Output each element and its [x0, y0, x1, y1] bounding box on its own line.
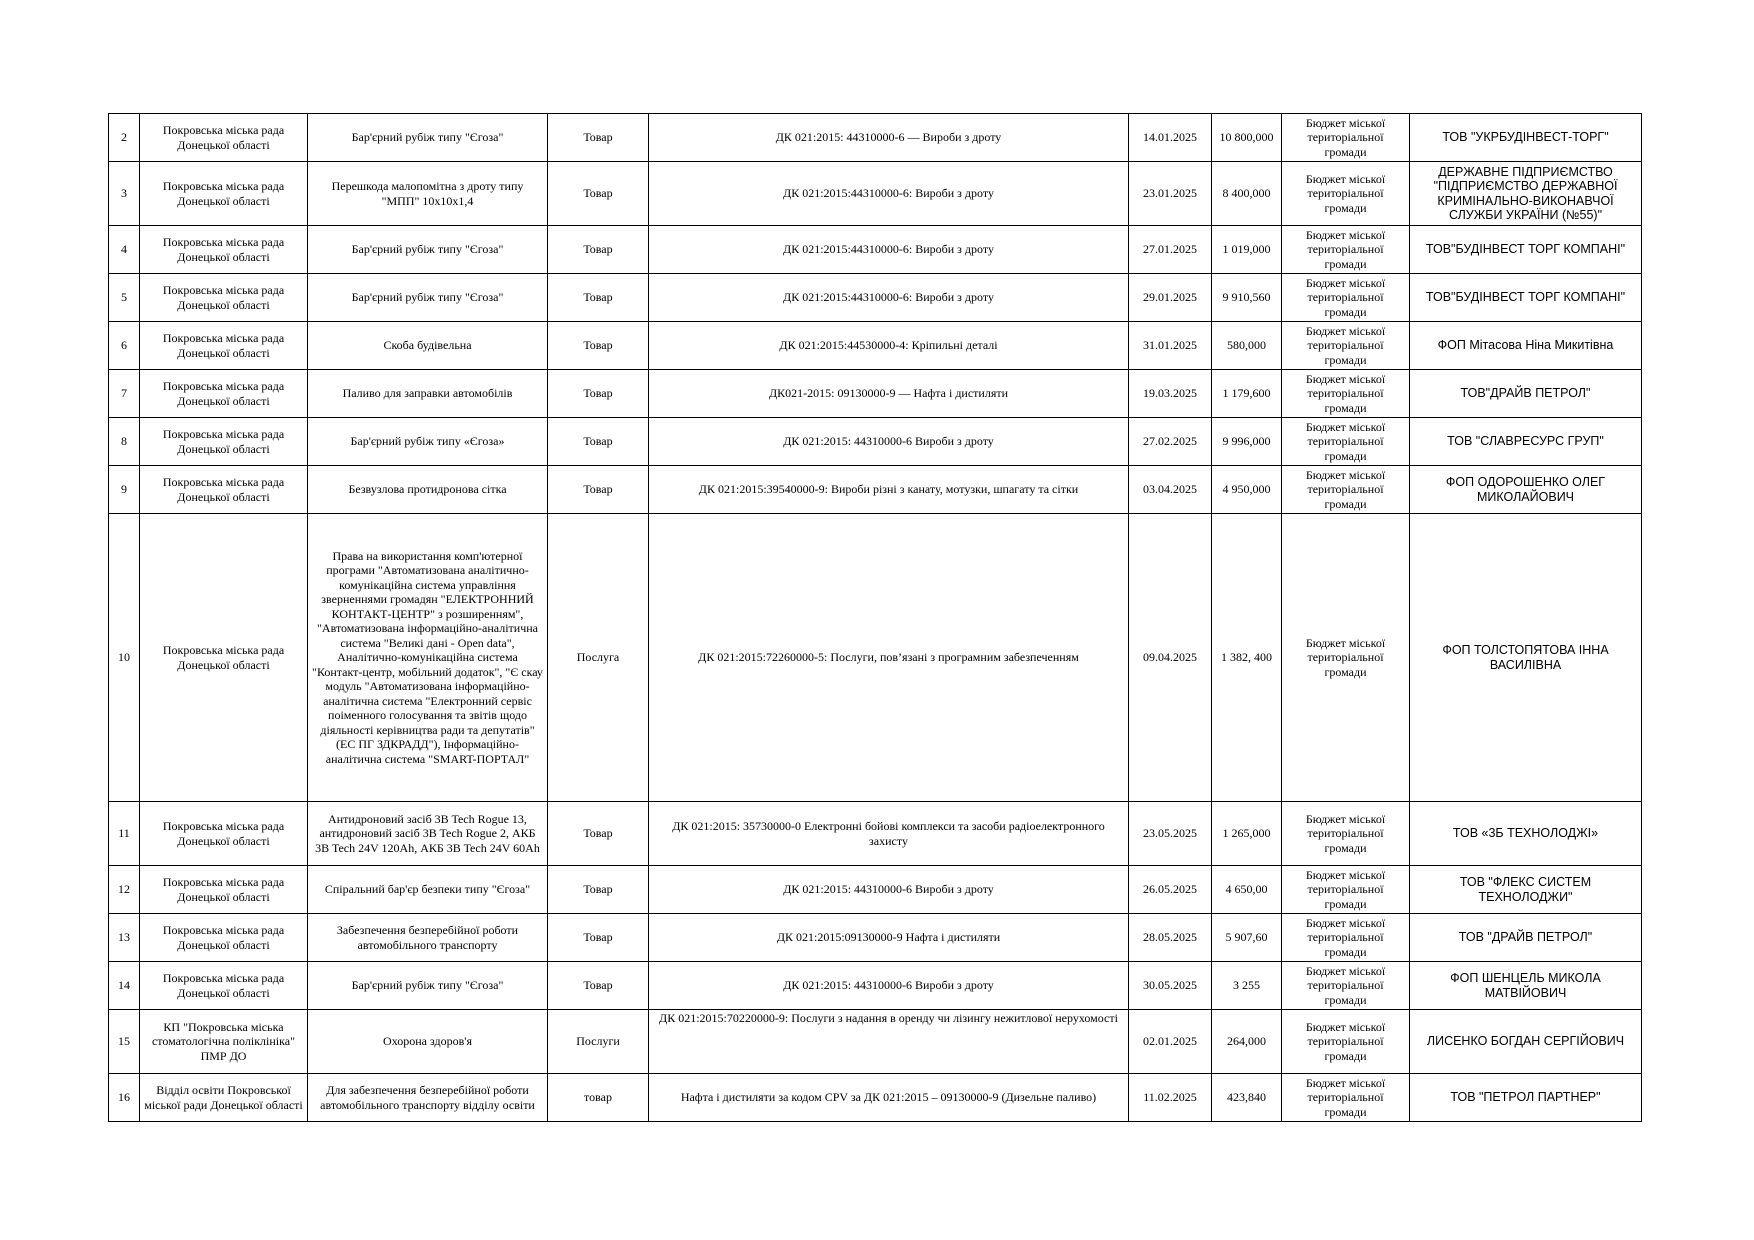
date-cell: 31.01.2025: [1129, 322, 1212, 370]
customer-cell: Покровська міська рада Донецької області: [140, 866, 308, 914]
table-row: [109, 514, 1642, 802]
type-cell: Послуги: [548, 1010, 649, 1074]
classifier-code-cell: ДК 021:2015: 44310000-6 Вироби з дроту: [649, 962, 1129, 1010]
type-cell: Товар: [548, 418, 649, 466]
date-cell: 28.05.2025: [1129, 914, 1212, 962]
customer-cell: Покровська міська рада Донецької області: [140, 802, 308, 866]
funding-source-cell: Бюджет міської територіальної громади: [1282, 370, 1410, 418]
amount-cell: 423,840: [1212, 1074, 1282, 1122]
row-number-cell: 13: [109, 914, 140, 962]
subject-cell: Забезпечення безперебійної роботи автомобільного транспорту: [308, 914, 548, 962]
date-cell: 27.02.2025: [1129, 418, 1212, 466]
customer-cell: КП "Покровська міська стоматологічна поліклініка" ПМР ДО: [140, 1010, 308, 1074]
amount-cell: 3 255: [1212, 962, 1282, 1010]
date-cell: 27.01.2025: [1129, 226, 1212, 274]
subject-cell: Бар'єрний рубіж типу «Єгоза»: [308, 418, 548, 466]
type-cell: Товар: [548, 370, 649, 418]
type-cell: товар: [548, 1074, 649, 1122]
table-row: [109, 466, 1642, 514]
subject-cell: Бар'єрний рубіж типу "Єгоза": [308, 962, 548, 1010]
classifier-code-cell: ДК 021:2015:09130000-9 Нафта і дистиляти: [649, 914, 1129, 962]
subject-cell: Спіральний бар'єр безпеки типу "Єгоза": [308, 866, 548, 914]
funding-source-cell: Бюджет міської територіальної громади: [1282, 466, 1410, 514]
table-row: [109, 114, 1642, 162]
customer-cell: Покровська міська рада Донецької області: [140, 322, 308, 370]
table-row: [109, 866, 1642, 914]
amount-cell: 4 650,00: [1212, 866, 1282, 914]
funding-source-cell: Бюджет міської територіальної громади: [1282, 322, 1410, 370]
customer-cell: Відділ освіти Покровської міської ради Донецької області: [140, 1074, 308, 1122]
classifier-code-cell: ДК 021:2015: 44310000-6 Вироби з дроту: [649, 418, 1129, 466]
row-number-cell: 12: [109, 866, 140, 914]
classifier-code-cell: ДК021-2015: 09130000-9 — Нафта і дистиляти: [649, 370, 1129, 418]
customer-cell: Покровська міська рада Донецької області: [140, 370, 308, 418]
date-cell: 29.01.2025: [1129, 274, 1212, 322]
amount-cell: 1 382, 400: [1212, 514, 1282, 802]
date-cell: 30.05.2025: [1129, 962, 1212, 1010]
supplier-cell: ТОВ "ФЛЕКС СИСТЕМ ТЕХНОЛОДЖИ": [1410, 866, 1642, 914]
row-number-cell: 6: [109, 322, 140, 370]
subject-cell: Паливо для заправки автомобілів: [308, 370, 548, 418]
supplier-cell: ФОП ТОЛСТОПЯТОВА ІННА ВАСИЛІВНА: [1410, 514, 1642, 802]
classifier-code-cell: Нафта і дистиляти за кодом CPV за ДК 021:2015 – 09130000-9 (Дизельне паливо): [649, 1074, 1129, 1122]
subject-cell: Безвузлова протидронова сітка: [308, 466, 548, 514]
row-number-cell: 3: [109, 162, 140, 226]
customer-cell: Покровська міська рада Донецької області: [140, 226, 308, 274]
row-number-cell: 5: [109, 274, 140, 322]
classifier-code-cell: ДК 021:2015:70220000-9: Послуги з надання в оренду чи лізингу нежитлової нерухомості: [649, 1010, 1129, 1074]
classifier-code-cell: ДК 021:2015:72260000-5: Послуги, пов’язані з програмним забезпеченням: [649, 514, 1129, 802]
type-cell: Товар: [548, 802, 649, 866]
row-number-cell: 7: [109, 370, 140, 418]
type-cell: Товар: [548, 866, 649, 914]
subject-cell: Охорона здоров'я: [308, 1010, 548, 1074]
date-cell: 09.04.2025: [1129, 514, 1212, 802]
amount-cell: 10 800,000: [1212, 114, 1282, 162]
amount-cell: 4 950,000: [1212, 466, 1282, 514]
funding-source-cell: Бюджет міської територіальної громади: [1282, 162, 1410, 226]
table-row: [109, 162, 1642, 226]
customer-cell: Покровська міська рада Донецької області: [140, 962, 308, 1010]
table-row: [109, 274, 1642, 322]
row-number-cell: 2: [109, 114, 140, 162]
row-number-cell: 4: [109, 226, 140, 274]
supplier-cell: ТОВ"БУДІНВЕСТ ТОРГ КОМПАНІ": [1410, 226, 1642, 274]
subject-cell: Антидроновий засіб 3B Tech Rogue 13, антидроновий засіб 3B Tech Rogue 2, АКБ 3B Tech 24V 120Ah, АКБ 3B Tech 24V 60Ah: [308, 802, 548, 866]
funding-source-cell: Бюджет міської територіальної громади: [1282, 1074, 1410, 1122]
type-cell: Товар: [548, 466, 649, 514]
classifier-code-cell: ДК 021:2015: 44310000-6 — Вироби з дроту: [649, 114, 1129, 162]
amount-cell: 1 265,000: [1212, 802, 1282, 866]
table-body: [109, 114, 1642, 1122]
customer-cell: Покровська міська рада Донецької області: [140, 466, 308, 514]
table-row: [109, 1010, 1642, 1074]
table-row: [109, 418, 1642, 466]
subject-cell: Перешкода малопомітна з дроту типу "МПП" 10х10х1,4: [308, 162, 548, 226]
classifier-code-cell: ДК 021:2015:44310000-6: Вироби з дроту: [649, 274, 1129, 322]
amount-cell: 9 996,000: [1212, 418, 1282, 466]
supplier-cell: ДЕРЖАВНЕ ПІДПРИЄМСТВО "ПІДПРИЄМСТВО ДЕРЖАВНОЇ КРИМІНАЛЬНО-ВИКОНАВЧОЇ СЛУЖБИ УКРАЇНИ (№55)": [1410, 162, 1642, 226]
type-cell: Товар: [548, 114, 649, 162]
row-number-cell: 11: [109, 802, 140, 866]
amount-cell: 264,000: [1212, 1010, 1282, 1074]
type-cell: Послуга: [548, 514, 649, 802]
funding-source-cell: Бюджет міської територіальної громади: [1282, 274, 1410, 322]
table-row: [109, 802, 1642, 866]
procurement-table: [108, 113, 1642, 1122]
type-cell: Товар: [548, 226, 649, 274]
customer-cell: Покровська міська рада Донецької області: [140, 274, 308, 322]
table-row: [109, 226, 1642, 274]
customer-cell: Покровська міська рада Донецької області: [140, 914, 308, 962]
amount-cell: 8 400,000: [1212, 162, 1282, 226]
customer-cell: Покровська міська рада Донецької області: [140, 514, 308, 802]
row-number-cell: 10: [109, 514, 140, 802]
supplier-cell: ЛИСЕНКО БОГДАН СЕРГІЙОВИЧ: [1410, 1010, 1642, 1074]
date-cell: 23.01.2025: [1129, 162, 1212, 226]
funding-source-cell: Бюджет міської територіальної громади: [1282, 1010, 1410, 1074]
funding-source-cell: Бюджет міської територіальної громади: [1282, 914, 1410, 962]
date-cell: 26.05.2025: [1129, 866, 1212, 914]
supplier-cell: ТОВ "ДРАЙВ ПЕТРОЛ": [1410, 914, 1642, 962]
customer-cell: Покровська міська рада Донецької області: [140, 418, 308, 466]
supplier-cell: ТОВ"ДРАЙВ ПЕТРОЛ": [1410, 370, 1642, 418]
row-number-cell: 9: [109, 466, 140, 514]
table-row: [109, 370, 1642, 418]
table-row: [109, 322, 1642, 370]
subject-cell: Бар'єрний рубіж типу "Єгоза": [308, 114, 548, 162]
funding-source-cell: Бюджет міської територіальної громади: [1282, 866, 1410, 914]
date-cell: 14.01.2025: [1129, 114, 1212, 162]
row-number-cell: 15: [109, 1010, 140, 1074]
funding-source-cell: Бюджет міської територіальної громади: [1282, 514, 1410, 802]
row-number-cell: 16: [109, 1074, 140, 1122]
customer-cell: Покровська міська рада Донецької області: [140, 162, 308, 226]
type-cell: Товар: [548, 322, 649, 370]
row-number-cell: 14: [109, 962, 140, 1010]
subject-cell: Бар'єрний рубіж типу "Єгоза": [308, 274, 548, 322]
funding-source-cell: Бюджет міської територіальної громади: [1282, 114, 1410, 162]
subject-cell: Скоба будівельна: [308, 322, 548, 370]
amount-cell: 9 910,560: [1212, 274, 1282, 322]
supplier-cell: ФОП ОДОРОШЕНКО ОЛЕГ МИКОЛАЙОВИЧ: [1410, 466, 1642, 514]
row-number-cell: 8: [109, 418, 140, 466]
amount-cell: 1 179,600: [1212, 370, 1282, 418]
table-row: [109, 962, 1642, 1010]
type-cell: Товар: [548, 962, 649, 1010]
customer-cell: Покровська міська рада Донецької області: [140, 114, 308, 162]
date-cell: 23.05.2025: [1129, 802, 1212, 866]
supplier-cell: ТОВ "УКРБУДІНВЕСТ-ТОРГ": [1410, 114, 1642, 162]
supplier-cell: ТОВ «3Б ТЕХНОЛОДЖІ»: [1410, 802, 1642, 866]
funding-source-cell: Бюджет міської територіальної громади: [1282, 802, 1410, 866]
funding-source-cell: Бюджет міської територіальної громади: [1282, 418, 1410, 466]
subject-cell: Для забезпечення безперебійної роботи автомобільного транспорту відділу освіти: [308, 1074, 548, 1122]
classifier-code-cell: ДК 021:2015: 44310000-6 Вироби з дроту: [649, 866, 1129, 914]
type-cell: Товар: [548, 914, 649, 962]
type-cell: Товар: [548, 274, 649, 322]
supplier-cell: ФОП ШЕНЦЕЛЬ МИКОЛА МАТВІЙОВИЧ: [1410, 962, 1642, 1010]
date-cell: 19.03.2025: [1129, 370, 1212, 418]
classifier-code-cell: ДК 021:2015:44530000-4: Кріпильні деталі: [649, 322, 1129, 370]
table-row: [109, 914, 1642, 962]
amount-cell: 5 907,60: [1212, 914, 1282, 962]
subject-cell: Бар'єрний рубіж типу "Єгоза": [308, 226, 548, 274]
classifier-code-cell: ДК 021:2015:44310000-6: Вироби з дроту: [649, 226, 1129, 274]
supplier-cell: ФОП Мітасова Ніна Микитівна: [1410, 322, 1642, 370]
subject-cell: Права на використання комп'ютерної програми "Автоматизована аналітично-комунікаційна система управління зверненнями громадян "ЕЛЕКТРОННИЙ КОНТАКТ-ЦЕНТР" з розширенням", "Автоматизована інформаційно-аналітична система "Великі дані - Open data", Аналітично-комунікаційна система "Контакт-центр, мобільний додаток", "Є скау модуль "Автоматизована інформаційно-аналітична система "Електронний сервіс поіменного голосування та звітів щодо діяльності керівництва ради та депутатів" (ЕС ПГ ЗДКРАДД"), Інформаційно-аналітична система "SMART-ПОРТАЛ": [308, 514, 548, 802]
classifier-code-cell: ДК 021:2015: 35730000-0 Електронні бойові комплекси та засоби радіоелектронного захисту: [649, 802, 1129, 866]
date-cell: 03.04.2025: [1129, 466, 1212, 514]
table-row: [109, 1074, 1642, 1122]
amount-cell: 1 019,000: [1212, 226, 1282, 274]
supplier-cell: ТОВ "ПЕТРОЛ ПАРТНЕР": [1410, 1074, 1642, 1122]
date-cell: 02.01.2025: [1129, 1010, 1212, 1074]
supplier-cell: ТОВ "СЛАВРЕСУРС ГРУП": [1410, 418, 1642, 466]
classifier-code-cell: ДК 021:2015:44310000-6: Вироби з дроту: [649, 162, 1129, 226]
funding-source-cell: Бюджет міської територіальної громади: [1282, 226, 1410, 274]
funding-source-cell: Бюджет міської територіальної громади: [1282, 962, 1410, 1010]
supplier-cell: ТОВ"БУДІНВЕСТ ТОРГ КОМПАНІ": [1410, 274, 1642, 322]
amount-cell: 580,000: [1212, 322, 1282, 370]
classifier-code-cell: ДК 021:2015:39540000-9: Вироби різні з канату, мотузки, шпагату та сітки: [649, 466, 1129, 514]
date-cell: 11.02.2025: [1129, 1074, 1212, 1122]
type-cell: Товар: [548, 162, 649, 226]
